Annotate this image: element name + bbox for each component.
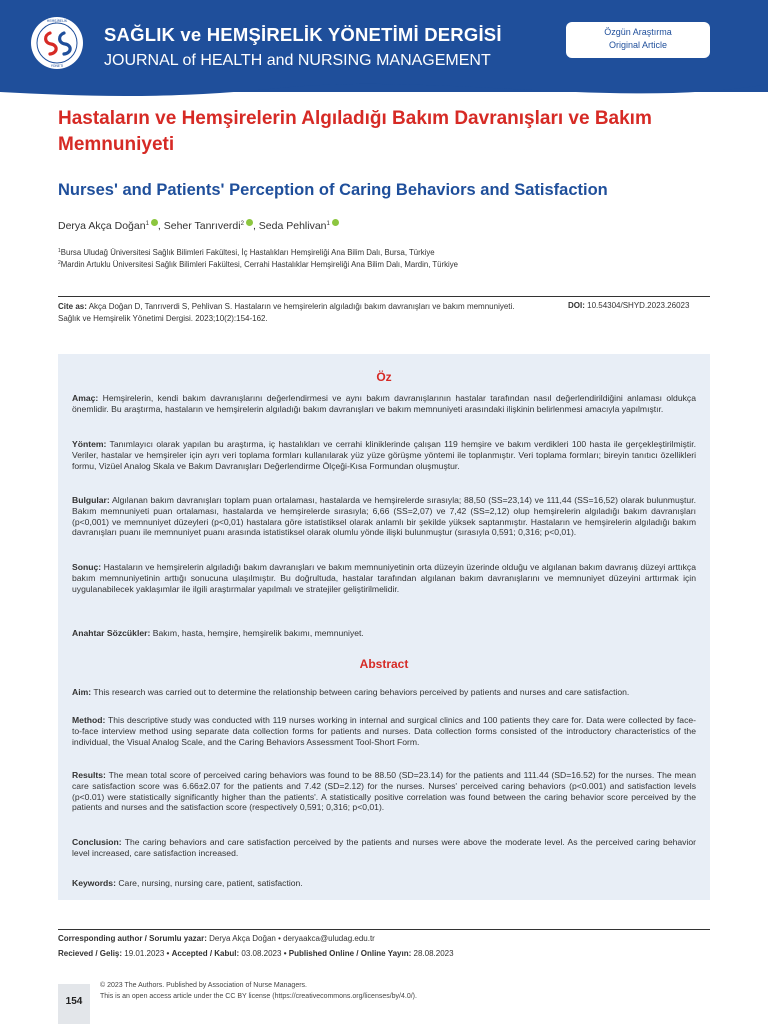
corresponding-label: Corresponding author / Sorumlu yazar: xyxy=(58,934,207,943)
oz-keywords-text: Bakım, hasta, hemşire, hemşirelik bakımı, memnuniyet. xyxy=(152,628,364,638)
affiliation xyxy=(58,248,435,257)
corresponding-author xyxy=(58,934,375,943)
oz-bulgular-text: Algılanan bakım davranışları toplam puan ortalaması, hastalarda ve hemşirelerde sırasıyla; 88,50 (SS=23,14) ve 111,44 (SS=16,52) olarak bulunmuştur. Bakım memnuniyeti puan ortalaması, hastalarda ve hemşirelerde sırasıyla; 6,66 (SS=2,07) ve 7,42 (SS=2,12) olup hemşirelerin algıladığı bakım davranışları (p<0,001) ve memnuniyet düzeyleri (p<0,01) hastalara göre istatistiksel olarak anlamlı bir şekilde yüksek saptanmıştır. Hastaların ve hemşirelerin algıladığı bakım davranışları puanı ile memnuniyet puanı arasında istatistiksel olarak olumlu yönde ilişki bulunmuştur (sırasıyla 0,591; 0,316; p<0,01). xyxy=(72,495,696,538)
license-line[interactable]: This is an open access article under the CC BY license (https://creativecommons.org/licenses/by/4.0/). xyxy=(100,993,417,1000)
abstract-heading: Abstract xyxy=(359,657,409,671)
oz-bulgular xyxy=(72,495,696,538)
received-label: Recieved / Geliş: xyxy=(58,949,123,958)
corresponding-text[interactable]: Derya Akça Doğan • deryaakca@uludag.edu.tr xyxy=(209,934,375,943)
abstract-keywords-text: Care, nursing, nursing care, patient, satisfaction. xyxy=(118,878,303,888)
abstract-keywords xyxy=(72,878,696,889)
abstract-box xyxy=(58,354,710,900)
author-name[interactable]: Seda Pehlivan xyxy=(258,220,327,232)
oz-bulgular-label: Bulgular: xyxy=(72,495,110,505)
abstract-method xyxy=(72,715,696,747)
doi-label: DOI: xyxy=(568,301,585,310)
affiliation xyxy=(58,260,458,269)
published-date: 28.08.2023 xyxy=(413,949,454,958)
article-dates: Recieved / Geliş: 19.01.2023 • Accepted / Kabul: 03.08.2023 • Published Online / Online Yayın: 28.08.2023 xyxy=(58,949,454,958)
abstract-method-text: This descriptive study was conducted with 119 nurses working in internal and surgical clinics and 100 patients they care for. Data were collected by face-to-face interview method using separate data collection forms for patients and nurses. Data collection forms consisted of the introductory characteristics of the individual, the Visual Analog Scale, and the Caring Behaviors Assessment Tool-Short Form. xyxy=(72,715,697,747)
author-name[interactable]: Derya Akça Doğan xyxy=(58,220,146,232)
journal-title-en: JOURNAL of HEALTH and NURSING MANAGEMENT xyxy=(104,52,491,69)
abstract-aim-text: This research was carried out to determine the relationship between caring behaviors perceived by patients and nurses and care satisfaction. xyxy=(93,687,630,697)
abstract-results-text: The mean total score of perceived caring behaviors was found to be 88.50 (SD=23.14) for the patients and 111.44 (SD=16.52) for the nurses. The mean care satisfaction score was 6.66±2.07 for the patients and 7.42 (SD=2.12) for the nurses. Nurses' perceived caring behaviors (p<0.001) and satisfaction levels (p<0.01) were statistically significantly higher than the patients'. A statistically positive correlation was found between the caring behavior score perceived by the patients and nurses and the satisfaction score (respectively 0,591; 0,316; p<0,01). xyxy=(72,770,696,813)
journal-logo-icon xyxy=(30,16,84,70)
citation-label: Cite as: xyxy=(58,302,87,311)
oz-yontem-text: Tanımlayıcı olarak yapılan bu araştırma, iç hastalıkları ve cerrahi kliniklerinde çalışan 119 hemşire ve bakım verdikleri 100 hasta ile gerçekleştirilmiştir. Veriler, hastalar ve hemşireler için ayrı veri toplama formları kullanılarak yüz yüze görüşme yöntemi ile toplanmıştır. Veri toplama formları; bireyin tanıtıcı özellikleri formu, Vizüel Analog Skala ve Bakım Davranışları Değerlendirme Ölçeği-Kısa Formundan oluşmuştur. xyxy=(72,439,696,471)
accepted-label: Accepted / Kabul: xyxy=(171,949,240,958)
oz-amac xyxy=(72,393,696,415)
abstract-aim xyxy=(72,687,696,698)
author-affil-number: 2 xyxy=(240,221,244,227)
received-date: 19.01.2023 xyxy=(124,949,165,958)
abstract-method-label: Method: xyxy=(72,715,106,725)
affiliation-number: 1 xyxy=(58,248,61,254)
page-number: 154 xyxy=(58,984,90,1024)
oz-heading: Öz xyxy=(376,370,392,384)
header-wave-decoration xyxy=(0,70,768,110)
author-affil-number: 1 xyxy=(145,221,149,227)
accepted-date: 03.08.2023 xyxy=(241,949,282,958)
article-type-badge xyxy=(566,22,710,58)
oz-yontem-label: Yöntem: xyxy=(72,439,107,449)
citation xyxy=(58,301,528,324)
oz-sonuc-label: Sonuç: xyxy=(72,562,102,572)
abstract-aim-label: Aim: xyxy=(72,687,92,697)
doi-link[interactable]: 10.54304/SHYD.2023.26023 xyxy=(587,301,690,310)
oz-amac-text: Hemşirelerin, kendi bakım davranışlarını değerlendirmesi ve aynı bakım davranışlarının hastalar tarafından nasıl değerlendirildiğini anlaması oldukça önemlidir. Bu araştırma, hastaların ve hemşirelerin algıladığı bakım davranışları ve bakım memnuniyeti arasındaki ilişkinin belirlenmesi amacıyla yapılmıştır. xyxy=(72,393,696,414)
published-label: Published Online / Online Yayın: xyxy=(288,949,412,958)
oz-keywords xyxy=(72,628,696,639)
divider xyxy=(58,929,710,930)
orcid-icon[interactable] xyxy=(151,219,158,226)
copyright-line: © 2023 The Authors. Published by Association of Nurse Managers. xyxy=(100,982,307,989)
article-type-tr: Özgün Araştırma xyxy=(604,27,672,37)
author-list: Derya Akça Doğan$^1$ , Seher Tanrıverdi$^2$ , Seda Pehlivan$^1$ xyxy=(58,219,339,232)
author-affil-number: 1 xyxy=(326,221,330,227)
logo-ring-text-bottom: YÖNETİ xyxy=(50,64,64,68)
affiliation-number: 2 xyxy=(58,260,61,266)
oz-sonuc-text: Hastaların ve hemşirelerin algıladığı bakım davranışları ve bakım memnuniyetinin orta düzeyin üzerinde olduğu ve algılanan bakım davranış düzeyi arttıkça bakım memnuniyetinin arttığı sonucuna ulaşılmıştır. Bu doğrultuda, hastalar tarafından algılanan bakım davranışlarını ve memnuniyet düzeyini arttırmak için uygulanabilecek yaklaşımlar ile ilgili araştırmalar yapılmalı ve stratejiler geliştirilmelidir. xyxy=(72,562,696,594)
oz-sonuc xyxy=(72,562,696,594)
abstract-conclusion-text: The caring behaviors and care satisfaction perceived by the patients and nurses were above the moderate level. As the perceived caring behavior level increased, care satisfaction increased. xyxy=(72,837,697,858)
oz-yontem xyxy=(72,439,696,471)
abstract-conclusion xyxy=(72,837,696,859)
abstract-conclusion-label: Conclusion: xyxy=(72,837,122,847)
abstract-keywords-label: Keywords: xyxy=(72,878,116,888)
oz-keywords-label: Anahtar Sözcükler: xyxy=(72,628,151,638)
article-title-en: Nurses' and Patients' Perception of Caring Behaviors and Satisfaction xyxy=(58,181,608,199)
abstract-results xyxy=(72,770,696,813)
article-type-en: Original Article xyxy=(608,40,668,50)
author-name[interactable]: Seher Tanrıverdi xyxy=(163,220,241,232)
doi xyxy=(568,301,689,310)
orcid-icon[interactable] xyxy=(332,219,339,226)
affiliation-text: Bursa Uludağ Üniversitesi Sağlık Bilimleri Fakültesi, İç Hastalıkları Hemşireliği Ana Bilim Dalı, Bursa, Türkiye xyxy=(60,248,435,257)
oz-amac-label: Amaç: xyxy=(72,393,99,403)
logo-ring-text-top: HEMŞİRELİK xyxy=(46,19,68,23)
affiliation-text: Mardin Artuklu Üniversitesi Sağlık Bilimleri Fakültesi, Cerrahi Hastalıklar Hemşireliği Ana Bilim Dalı, Mardin, Türkiye xyxy=(60,260,458,269)
orcid-icon[interactable] xyxy=(246,219,253,226)
abstract-results-label: Results: xyxy=(72,770,106,780)
journal-title-tr: SAĞLIK ve HEMŞİRELİK YÖNETİMİ DERGİSİ xyxy=(104,24,502,45)
article-title-tr: Hastaların ve Hemşirelerin Algıladığı Bakım Davranışları ve Bakım Memnuniyeti xyxy=(58,108,652,155)
divider xyxy=(58,296,710,297)
citation-text: Akça Doğan D, Tanrıverdi S, Pehlivan S. Hastaların ve hemşirelerin algıladığı bakım davranışları ve bakım memnuniyeti. Sağlık ve Hemşirelik Yönetimi Dergisi. 2023;10(2):154-162. xyxy=(58,302,515,323)
